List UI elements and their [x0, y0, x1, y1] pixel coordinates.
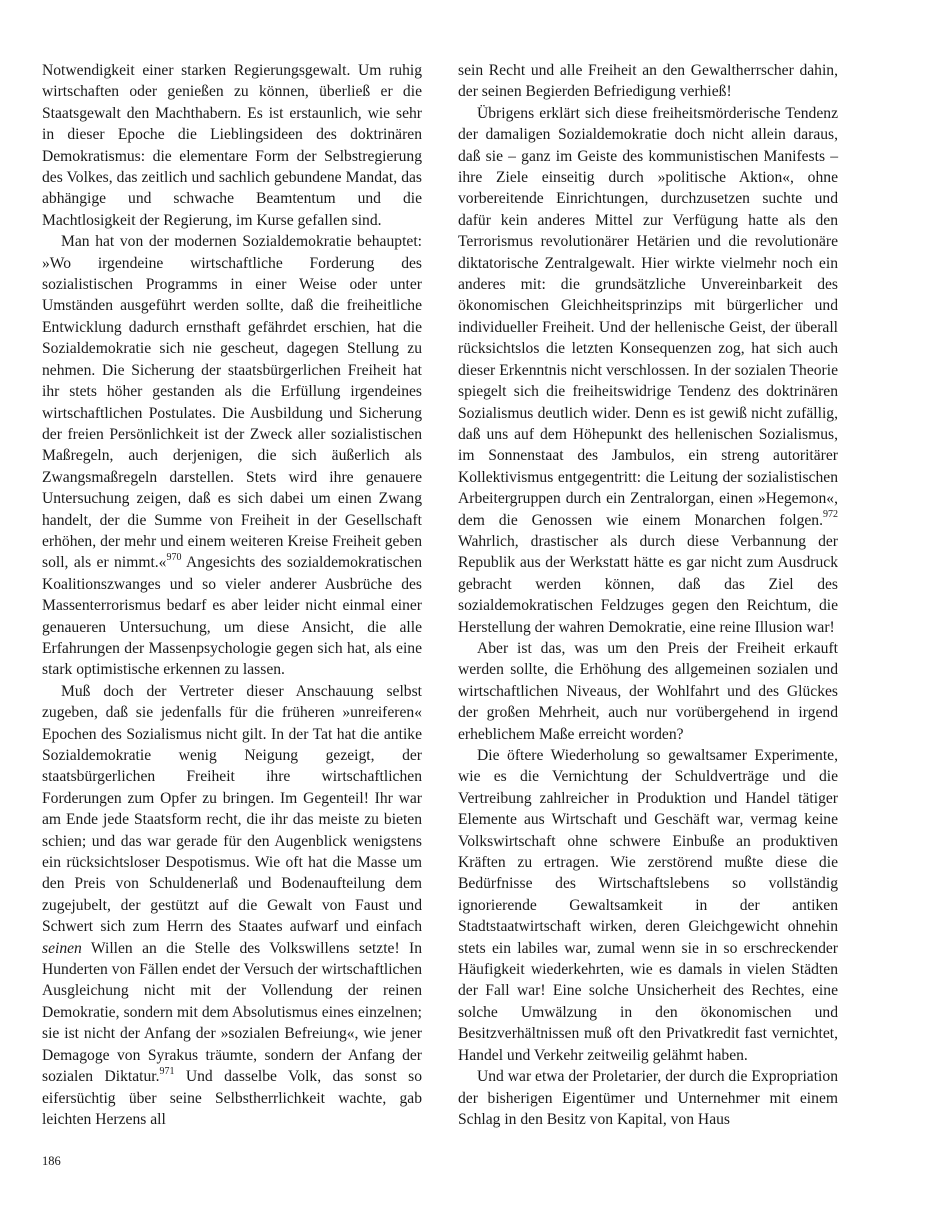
footnote-marker: 970 [166, 552, 182, 564]
text-run: Und dasselbe Volk, das sonst so eifersüchtig über seine Selbstherrlichkeit wachte, gab leichten Herzens all [42, 1068, 422, 1128]
paragraph [42, 231, 422, 681]
text-run: Willen an die Stelle des Volkswillens setzte! In Hunderten von Fällen endet der Versuch der wirtschaftlichen Ausgleichung nicht mit der Vollendung der reinen Demokratie, sondern mit dem Absolutismus eines einzelnen; sie ist nicht der Anfang der »sozialen Befreiung«, wie jener Demagoge von Syrakus träumte, sondern der Anfang der sozialen Diktatur. [42, 939, 422, 1086]
page-number: 186 [42, 1154, 61, 1168]
text-run: Man hat von der modernen Sozialdemokratie behauptet: »Wo irgendeine wirtschaftliche Forderung des sozialistischen Programms in einer Weise oder unter Umständen ausgeführt werden sollte, daß die freiheitliche Entwicklung dadurch ernsthaft gefährdet erschien, hat die Sozialdemokratie sich nie gescheut, dagegen Stellung zu nehmen. Die Sicherung der staatsbürgerlichen Freiheit hat ihr stets höher gestanden als die Erfüllung irgendeines wirtschaftlichen Postulates. Die Ausbildung und Sicherung der freien Persönlichkeit ist der Zweck aller sozialistischen Maßregeln, auch derjenigen, die sich äußerlich als Zwangsmaßregeln darstellen. Stets wird ihre genauere Untersuchung zeigen, daß es sich dabei um einen Zwang handelt, der die Summe von Freiheit in der Gesellschaft erhöhen, der mehr und einem weiteren Kreise Freiheit geben soll, als er nimmt.« [42, 233, 422, 572]
text-run: Muß doch der Vertreter dieser Anschauung selbst zugeben, daß sie jedenfalls für die früheren »unreiferen« Epochen des Sozialismus nicht gilt. In der Tat hat die antike Sozialdemokratie wenig Neigung gezeigt, der staatsbürgerlichen Freiheit ihre wirtschaftlichen Forderungen zum Opfer zu bringen. Im Gegenteil! Ihr war am Ende jede Staatsform recht, die ihr das meiste zu bieten schien; und das war gerade für den Augenblick wenigstens ein rücksichtsloser Despotismus. Wie oft hat die Masse um den Preis von Schuldenerlaß und Bodenaufteilung dem zugejubelt, der gestützt auf die Gewalt von Faust und Schwert sich zum Herrn des Staates aufwarf und einfach [42, 682, 422, 936]
text-run: Angesichts des sozialdemokratischen Koalitionszwanges und so vieler anderer Ausbrüche des Massenterrorismus bedarf es aber leider nicht einmal einer genaueren Untersuchung, um diese Ansicht, die alle Erfahrungen der Massenpsychologie gegen sich hat, als eine stark optimistische erkennen zu lassen. [42, 554, 422, 679]
text-run: Die öftere Wiederholung so gewaltsamer Experimente, wie es die Vernichtung der Schuldverträge und die Vertreibung zahlreicher in Produktion und Handel tätiger Elemente aus Wirtschaft und Geschäft war, vermag keine Volkswirtschaft ohne schwere Einbuße an produktiven Kräften zu ertragen. Wie zerstörend mußte diese die Bedürfnisse des Wirtschaftslebens so vollständig ignorierende Gewaltsamkeit in der antiken Stadtstaatwirtschaft wirken, deren Gleichgewicht ohnehin stets ein labiles war, zumal wenn sie in so erschreckender Häufigkeit wiederkehrten, wie es damals in vielen Städten der Fall war! Eine solche Unsicherheit des Rechtes, eine solche Umwälzung in den ökonomischen und Besitzverhältnissen muß oft den Privatkredit fast vernichtet, Handel und Verkehr zeitweilig gelähmt haben. [458, 747, 838, 1064]
paragraph [458, 60, 838, 103]
paragraph [458, 638, 838, 745]
footnote-marker: 971 [159, 1065, 175, 1077]
emphasis-text: seinen [42, 939, 82, 957]
text-run: Und war etwa der Proletarier, der durch die Expropriation der bisherigen Eigentümer und Unternehmer mit einem Schlag in den Besitz von Kapital, von Haus [458, 1068, 838, 1128]
text-run: Notwendigkeit einer starken Regierungsgewalt. Um ruhig wirtschaften oder genießen zu können, überließ er die Staatsgewalt den Machthabern. Es ist erstaunlich, wie sehr in dieser Epoche die Lieblingsideen des doktrinären Demokratismus: die elementare Form der Selbstregierung des Volkes, das zeitlich und sachlich gebundene Mandat, das abhängige und schwache Beamtentum und die Machtlosigkeit der Regierung, im Kurse gefallen sind. [42, 62, 422, 229]
right-column [458, 60, 838, 1130]
paragraph [42, 60, 422, 231]
text-run: Übrigens erklärt sich diese freiheitsmörderische Tendenz der damaligen Sozialdemokratie doch nicht allein daraus, daß sie – ganz im Geiste des kommunistischen Manifests – ihre Ziele einseitig durch »politische Aktion«, ohne vorbereitende Einrichtungen, durchzusetzen suchte und dafür kein anderes Mittel zur Verfügung hatte als den Terrorismus revolutionärer Hetärien und die revolutionäre diktatorische Zentralgewalt. Hier wirkte vielmehr noch ein anderes mit: die grundsätzliche Unvereinbarkeit des ökonomischen Gleichheitsprinzips mit bürgerlicher und individueller Freiheit. Und der hellenische Geist, der überall rücksichtslos die letzten Konsequenzen zog, hat sich auch dieser Erkenntnis nicht verschlossen. In der sozialen Theorie spiegelt sich die freiheitswidrige Tendenz des doktrinären Sozialismus deutlich wider. Denn es ist gewiß nicht zufällig, daß uns auf dem Höhepunkt des hellenischen Sozialismus, im Sonnenstaat des Jambulos, ein streng autoritärer Kollektivismus entgegentritt: die Leitung der sozialistischen Arbeitergruppen durch ein Zentralorgan, einen »Hegemon«, dem die Genossen wie einem Monarchen folgen. [458, 104, 838, 529]
text-run: Aber ist das, was um den Preis der Freiheit erkauft werden sollte, die Erhöhung des allgemeinen sozialen und wirtschaftlichen Niveaus, der Wohlfahrt und des Glückes der großen Mehrheit, auch nur vorübergehend in irgend erheblichem Maße erreicht worden? [458, 639, 838, 743]
left-column [42, 60, 422, 1130]
paragraph [458, 103, 838, 638]
paragraph [42, 681, 422, 1131]
footnote-marker: 972 [823, 509, 838, 521]
text-run: Wahrlich, drastischer als durch diese Verbannung der Republik aus der Werkstatt hätte es gar nicht zum Ausdruck gebracht werden können, daß das Ziel des sozialdemokratischen Feldzuges gegen den Reichtum, die Herstellung der wahren Demokratie, eine reine Illusion war! [458, 532, 838, 636]
paragraph [458, 745, 838, 1066]
paragraph [458, 1066, 838, 1130]
text-run: sein Recht und alle Freiheit an den Gewaltherrscher dahin, der seinen Begierden Befriedigung verhieß! [458, 62, 838, 101]
